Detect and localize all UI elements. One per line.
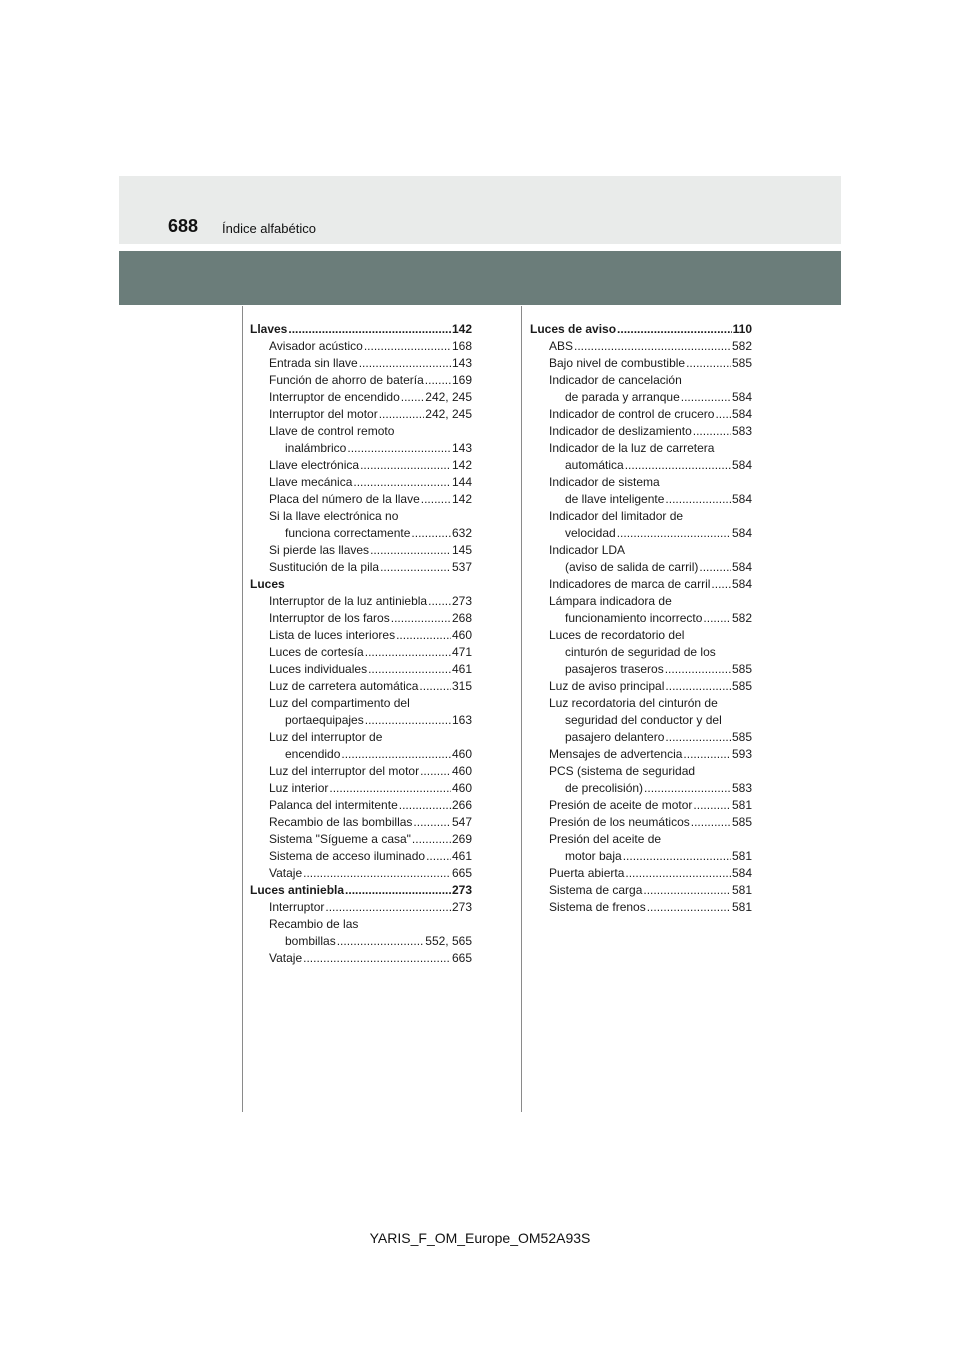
index-entry-label: Sistema de acceso iluminado [269, 849, 426, 863]
index-entry-label: Función de ahorro de batería [269, 373, 424, 387]
index-entry-page: 583 [731, 424, 752, 438]
index-entry-page: 585 [731, 815, 752, 829]
header-bar [119, 251, 841, 305]
index-entry [250, 423, 472, 440]
index-entry-label: automática [565, 458, 624, 472]
leader-dots [643, 882, 731, 899]
index-entry-label: Luz del interruptor del motor [269, 764, 420, 778]
index-entry-label: seguridad del conductor y del [565, 713, 722, 727]
index-entry-label: funciona correctamente [285, 526, 411, 540]
index-entry-page: 581 [731, 849, 752, 863]
leader-dots [380, 559, 451, 576]
index-entry-label: Indicador de la luz de carretera [549, 441, 715, 455]
index-entry-label: Luces de aviso [530, 322, 617, 336]
leader-dots [365, 644, 451, 661]
index-entry-label: velocidad [565, 526, 616, 540]
index-entry-page: 169 [451, 373, 472, 387]
leader-dots [623, 848, 731, 865]
index-entry-page: 582 [731, 339, 752, 353]
index-entry [530, 525, 752, 542]
leader-dots [647, 899, 731, 916]
index-entry-label: Luz recordatoria del cinturón de [549, 696, 718, 710]
index-entry-page: 547 [451, 815, 472, 829]
index-entry-page: 163 [451, 713, 472, 727]
index-entry-label: Si pierde las llaves [269, 543, 370, 557]
leader-dots [421, 491, 451, 508]
leader-dots [693, 797, 731, 814]
index-entry [530, 372, 752, 389]
index-entry-label: Luz de aviso principal [549, 679, 665, 693]
index-entry [530, 474, 752, 491]
leader-dots [711, 576, 731, 593]
leader-dots [399, 797, 451, 814]
leader-dots [699, 559, 731, 576]
index-entry-label: Luces individuales [269, 662, 368, 676]
index-entry [530, 508, 752, 525]
index-entry [250, 814, 472, 831]
index-entry-label: Presión de los neumáticos [549, 815, 690, 829]
leader-dots [359, 355, 451, 372]
index-entry-page: 632 [451, 526, 472, 540]
index-entry [250, 440, 472, 457]
index-entry-label: motor baja [565, 849, 622, 863]
index-entry-page: 471 [451, 645, 472, 659]
leader-dots [353, 474, 451, 491]
index-entry-page: 581 [731, 798, 752, 812]
leader-dots [412, 831, 451, 848]
index-entry-label: Indicador LDA [549, 543, 626, 557]
leader-dots [625, 457, 731, 474]
index-entry [530, 406, 752, 423]
document-code: YARIS_F_OM_Europe_OM52A93S [369, 1230, 591, 1246]
index-entry-label: Interruptor [269, 900, 325, 914]
index-entry [530, 780, 752, 797]
index-entry [530, 848, 752, 865]
leader-dots [665, 491, 731, 508]
index-entry-label: pasajero delantero [565, 730, 665, 744]
index-entry [530, 457, 752, 474]
leader-dots [428, 593, 451, 610]
index-entry [250, 525, 472, 542]
index-entry-label: pasajeros traseros [565, 662, 664, 676]
index-entry-label: Avisador acústico [269, 339, 363, 353]
index-entry-label: de precolisión) [565, 781, 644, 795]
index-entry-label: Luces antiniebla [250, 883, 345, 897]
index-entry-page: 242, 245 [425, 407, 472, 421]
index-entry [530, 542, 752, 559]
leader-dots [426, 848, 451, 865]
leader-dots [617, 321, 732, 338]
leader-dots [625, 865, 731, 882]
index-entry-label: Llave de control remoto [269, 424, 395, 438]
index-entry-label: Interruptor de la luz antiniebla [269, 594, 428, 608]
index-entry [250, 457, 472, 474]
index-entry-label: Presión de aceite de motor [549, 798, 693, 812]
index-entry-page: 552, 565 [425, 934, 472, 948]
index-entry-page: 143 [451, 356, 472, 370]
index-entry [530, 440, 752, 457]
leader-dots [665, 729, 731, 746]
leader-dots [681, 389, 731, 406]
leader-dots [665, 678, 731, 695]
leader-dots [360, 457, 451, 474]
index-entry-label: PCS (sistema de seguridad [549, 764, 696, 778]
leader-dots [644, 780, 731, 797]
index-entry [250, 729, 472, 746]
index-entry-page: 585 [731, 356, 752, 370]
index-entry-label: (aviso de salida de carril) [565, 560, 699, 574]
index-entry-page: 584 [731, 577, 752, 591]
index-entry [250, 372, 472, 389]
index-entry-page: 537 [451, 560, 472, 574]
index-entry-label: Vataje [269, 951, 303, 965]
index-entry-page: 142 [451, 322, 472, 336]
index-entry-label: Llaves [250, 322, 288, 336]
index-entry-label: de parada y arranque [565, 390, 680, 404]
index-entry [530, 593, 752, 610]
leader-dots [379, 406, 425, 423]
index-entry-label: Luz interior [269, 781, 329, 795]
index-entry-label: Placa del número de la llave [269, 492, 420, 506]
leader-dots [665, 661, 731, 678]
index-entry-label: Indicador de sistema [549, 475, 660, 489]
leader-dots [413, 814, 451, 831]
index-entry-label: Luz del compartimento del [269, 696, 410, 710]
index-entry-page: 168 [451, 339, 472, 353]
index-entry [250, 610, 472, 627]
leader-dots [411, 525, 451, 542]
index-entry [530, 661, 752, 678]
leader-dots [683, 746, 731, 763]
index-entry-label: Luz del interruptor de [269, 730, 383, 744]
index-entry [250, 644, 472, 661]
index-entry-page: 143 [451, 441, 472, 455]
index-entry [250, 780, 472, 797]
index-entry-page: 269 [451, 832, 472, 846]
index-entry-page: 584 [731, 407, 752, 421]
index-entry-label: Interruptor de los faros [269, 611, 390, 625]
index-entry [250, 338, 472, 355]
index-entry-label: de llave inteligente [565, 492, 665, 506]
index-entry [250, 882, 472, 899]
index-entry [250, 389, 472, 406]
leader-dots [693, 423, 731, 440]
index-entry-page: 142 [451, 492, 472, 506]
index-entry-label: Sistema "Sígueme a casa" [269, 832, 411, 846]
index-entry [530, 712, 752, 729]
index-entry-label: Interruptor del motor [269, 407, 378, 421]
index-entry-page: 273 [451, 594, 472, 608]
index-entry [530, 321, 752, 338]
index-entry-label: Indicador del limitador de [549, 509, 684, 523]
index-entry-label: Indicador de deslizamiento [549, 424, 692, 438]
index-entry-page: 593 [731, 747, 752, 761]
index-entry-label: Sustitución de la pila [269, 560, 380, 574]
leader-dots [574, 338, 731, 355]
index-entry-page: 315 [451, 679, 472, 693]
leader-dots [364, 338, 451, 355]
leader-dots [715, 406, 731, 423]
index-entry-page: 583 [731, 781, 752, 795]
index-column-left [250, 321, 472, 967]
index-entry [250, 950, 472, 967]
index-entry [530, 678, 752, 695]
index-entry [530, 831, 752, 848]
index-entry-page: 581 [731, 883, 752, 897]
index-entry-page: 110 [732, 322, 752, 336]
index-entry-page: 584 [731, 560, 752, 574]
leader-dots [303, 865, 451, 882]
index-entry-label: ABS [549, 339, 574, 353]
leader-dots [691, 814, 731, 831]
index-entry-page: 273 [451, 883, 472, 897]
index-entry-page: 585 [731, 679, 752, 693]
leader-dots [370, 542, 451, 559]
leader-dots [341, 746, 451, 763]
leader-dots [365, 712, 451, 729]
index-entry-label: Llave mecánica [269, 475, 353, 489]
index-entry-label: Sistema de carga [549, 883, 643, 897]
index-entry [250, 355, 472, 372]
index-entry [530, 423, 752, 440]
index-entry [530, 746, 752, 763]
index-entry [530, 814, 752, 831]
index-entry-label: cinturón de seguridad de los [565, 645, 716, 659]
leader-dots [401, 389, 425, 406]
index-entry-page: 460 [451, 628, 472, 642]
index-entry-page: 460 [451, 781, 472, 795]
index-entry-page: 145 [451, 543, 472, 557]
index-entry-label: encendido [285, 747, 341, 761]
index-entry [530, 576, 752, 593]
index-entry-label: Bajo nivel de combustible [549, 356, 686, 370]
index-entry [530, 797, 752, 814]
leader-dots [419, 678, 451, 695]
index-entry [530, 695, 752, 712]
index-column-right [530, 321, 752, 916]
index-entry-page: 461 [451, 662, 472, 676]
index-entry-label: Si la llave electrónica no [269, 509, 399, 523]
right-column-rule [521, 306, 522, 1112]
leader-dots [425, 372, 451, 389]
index-entry-label: Mensajes de advertencia [549, 747, 683, 761]
leader-dots [303, 950, 451, 967]
index-entry-label: portaequipajes [285, 713, 364, 727]
index-entry [530, 865, 752, 882]
index-entry-label: Luces de cortesía [269, 645, 364, 659]
index-entry [250, 474, 472, 491]
index-entry [250, 831, 472, 848]
index-entry [250, 559, 472, 576]
index-entry [530, 610, 752, 627]
index-entry-label: bombillas [285, 934, 336, 948]
index-entry [250, 899, 472, 916]
leader-dots [325, 899, 451, 916]
index-entry-page: 665 [451, 951, 472, 965]
index-entry [250, 576, 472, 593]
section-title: Índice alfabético [222, 221, 316, 236]
index-entry [250, 406, 472, 423]
index-entry-label: Puerta abierta [549, 866, 625, 880]
index-entry-label: Lámpara indicadora de [549, 594, 672, 608]
index-entry-label: Luces [250, 577, 285, 591]
index-entry-label: Recambio de las bombillas [269, 815, 413, 829]
index-entry [250, 321, 472, 338]
index-entry [250, 661, 472, 678]
index-entry [530, 729, 752, 746]
index-entry [250, 916, 472, 933]
index-entry [250, 695, 472, 712]
index-entry [530, 559, 752, 576]
index-entry-label: Palanca del intermitente [269, 798, 398, 812]
index-entry-label: Indicador de cancelación [549, 373, 682, 387]
index-entry [250, 542, 472, 559]
index-entry [530, 491, 752, 508]
index-entry-page: 584 [731, 492, 752, 506]
index-entry-page: 461 [451, 849, 472, 863]
leader-dots [347, 440, 451, 457]
leader-dots [345, 882, 451, 899]
index-entry-page: 268 [451, 611, 472, 625]
index-entry-label: Indicador de control de crucero [549, 407, 715, 421]
leader-dots [368, 661, 451, 678]
page-number: 688 [168, 216, 199, 236]
index-entry [530, 627, 752, 644]
index-entry-page: 460 [451, 747, 472, 761]
index-entry [530, 355, 752, 372]
index-entry-label: Lista de luces interiores [269, 628, 396, 642]
index-entry-label: Luces de recordatorio del [549, 628, 685, 642]
index-entry-label: inalámbrico [285, 441, 347, 455]
index-entry-label: Entrada sin llave [269, 356, 358, 370]
index-entry-page: 581 [731, 900, 752, 914]
index-entry-label: Recambio de las [269, 917, 359, 931]
index-entry-label: Vataje [269, 866, 303, 880]
index-entry-page: 665 [451, 866, 472, 880]
index-entry-page: 142 [451, 458, 472, 472]
index-entry [530, 763, 752, 780]
index-entry-page: 585 [731, 662, 752, 676]
leader-dots [288, 321, 451, 338]
index-entry-label: funcionamiento incorrecto [565, 611, 703, 625]
index-entry [250, 746, 472, 763]
index-entry [530, 882, 752, 899]
index-entry [250, 627, 472, 644]
index-entry-page: 584 [731, 390, 752, 404]
index-entry-page: 584 [731, 458, 752, 472]
index-entry-page: 585 [731, 730, 752, 744]
leader-dots [703, 610, 731, 627]
leader-dots [617, 525, 731, 542]
index-entry [530, 644, 752, 661]
index-entry-page: 460 [451, 764, 472, 778]
index-entry [250, 508, 472, 525]
index-entry-page: 144 [451, 475, 472, 489]
index-entry [250, 763, 472, 780]
leader-dots [396, 627, 451, 644]
index-entry [250, 933, 472, 950]
index-entry-page: 582 [731, 611, 752, 625]
left-column-rule [242, 306, 243, 1112]
index-entry-page: 273 [451, 900, 472, 914]
index-entry [250, 593, 472, 610]
index-entry-page: 584 [731, 526, 752, 540]
index-entry [250, 491, 472, 508]
index-entry [250, 712, 472, 729]
index-entry [530, 899, 752, 916]
index-entry-page: 266 [451, 798, 472, 812]
index-entry-page: 242, 245 [425, 390, 472, 404]
leader-dots [686, 355, 731, 372]
index-entry [250, 678, 472, 695]
index-entry [530, 389, 752, 406]
index-entry [530, 338, 752, 355]
index-entry-label: Sistema de frenos [549, 900, 646, 914]
index-entry-label: Interruptor de encendido [269, 390, 400, 404]
index-entry-page: 584 [731, 866, 752, 880]
index-entry-label: Llave electrónica [269, 458, 360, 472]
index-entry [250, 797, 472, 814]
leader-dots [420, 763, 451, 780]
index-entry-label: Luz de carretera automática [269, 679, 419, 693]
leader-dots [329, 780, 451, 797]
index-entry [250, 848, 472, 865]
leader-dots [337, 933, 425, 950]
index-entry [250, 865, 472, 882]
index-entry-label: Indicadores de marca de carril [549, 577, 711, 591]
index-entry-label: Presión del aceite de [549, 832, 662, 846]
leader-dots [391, 610, 451, 627]
